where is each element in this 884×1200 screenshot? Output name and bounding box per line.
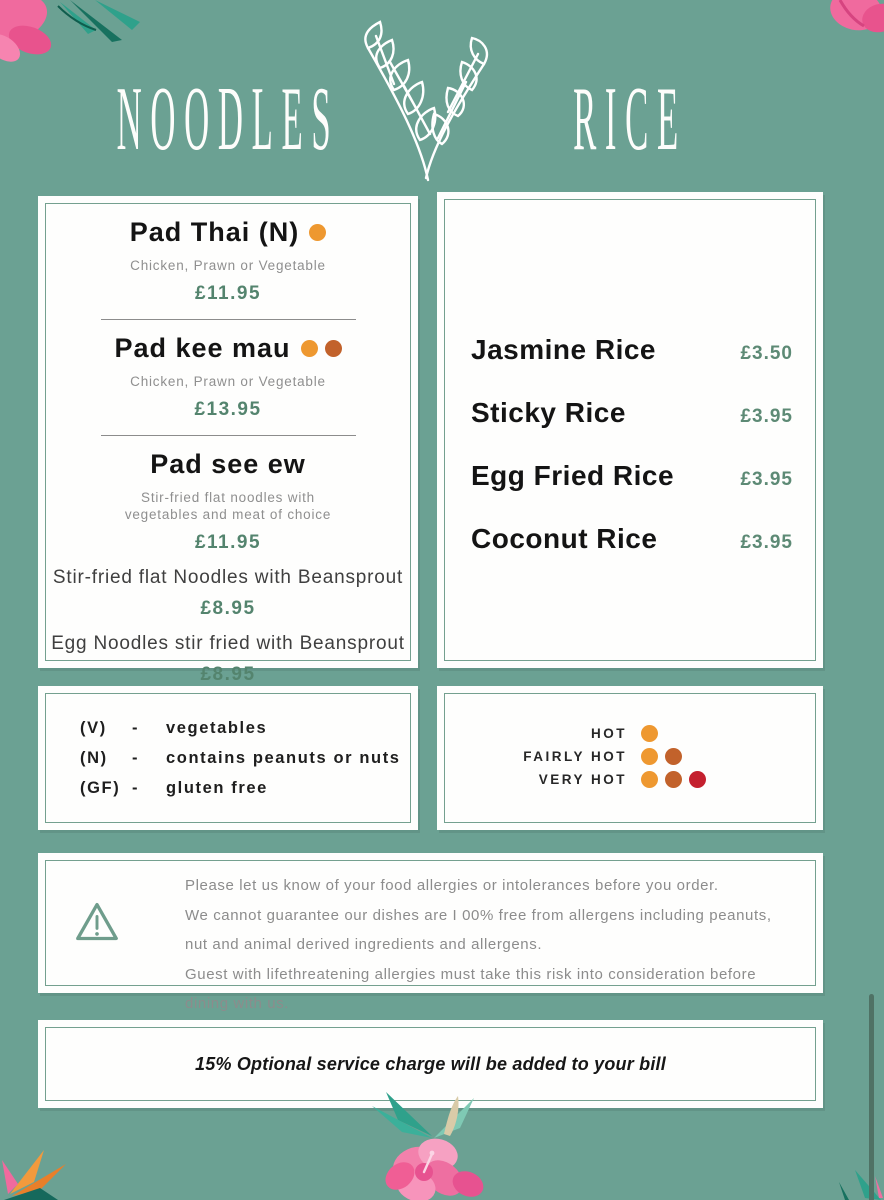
menu-item-pad-kee-mau xyxy=(38,333,418,421)
heat-dots xyxy=(641,748,682,765)
dish-description: Stir-fried flat noodles with vegetables and meat of choice xyxy=(124,490,332,522)
heat-scale-panel xyxy=(437,686,823,830)
heat-row-hot xyxy=(437,725,823,742)
dish-name: Pad Thai (N) xyxy=(129,217,300,247)
heat-label: HOT xyxy=(591,726,627,741)
legend-label: vegetables xyxy=(166,719,268,737)
heat-dots xyxy=(301,340,342,357)
heat-dot xyxy=(309,224,326,241)
heat-dot xyxy=(325,340,342,357)
legend-dash: - xyxy=(132,779,140,797)
divider xyxy=(101,435,356,436)
bird-of-paradise-flower-bottom-left xyxy=(0,1142,72,1200)
heat-dot xyxy=(641,725,658,742)
legend-dash: - xyxy=(132,749,140,767)
allergy-line: nut and animal derived ingredients and allergens. xyxy=(185,936,543,953)
rice-panel xyxy=(437,192,823,668)
legend-dash: - xyxy=(132,719,140,737)
menu-item-pad-see-ew xyxy=(38,449,418,554)
menu-item-egg-noodles xyxy=(38,633,418,686)
allergy-line: Please let us know of your food allergies or intolerances before you order. xyxy=(185,877,719,894)
legend-row-gluten-free xyxy=(80,779,418,798)
heat-label: FAIRLY HOT xyxy=(523,749,627,764)
allergy-notice-panel xyxy=(38,853,823,1012)
dish-price: £3.95 xyxy=(740,532,793,553)
pink-flower-top-right xyxy=(810,0,884,58)
legend-code: (GF) xyxy=(80,779,121,797)
heat-dot xyxy=(641,748,658,765)
symbols-legend-panel xyxy=(38,686,418,830)
legend-code: (N) xyxy=(80,749,108,767)
menu-item-pad-thai xyxy=(38,217,418,305)
dish-name: Stir-fried flat Noodles with Beansprout xyxy=(52,567,404,588)
allergy-line: We cannot guarantee our dishes are I 00% free from allergens including peanuts, xyxy=(185,906,772,924)
service-charge-text: 15% Optional service charge will be added to your bill xyxy=(195,1053,666,1074)
heat-row-very-hot xyxy=(437,771,823,788)
page-fold-line xyxy=(869,994,874,1200)
divider xyxy=(101,319,356,320)
allergy-notice-text xyxy=(185,871,772,1019)
heat-dot xyxy=(301,340,318,357)
legend-code: (V) xyxy=(80,719,107,737)
dish-description: Chicken, Prawn or Vegetable xyxy=(130,374,326,389)
noodles-panel xyxy=(38,196,418,685)
dish-name: Jasmine Rice xyxy=(471,334,656,365)
menu-item-egg-fried-rice xyxy=(471,460,793,492)
warning-triangle-icon xyxy=(75,899,119,945)
legend-label: contains peanuts or nuts xyxy=(166,749,401,767)
dish-name: Pad see ew xyxy=(150,449,306,479)
dish-price: £3.95 xyxy=(740,469,793,490)
allergy-line: Guest with lifethreatening allergies must take this risk into consideration before xyxy=(185,965,757,983)
menu-item-sticky-rice xyxy=(471,397,793,429)
dish-name: Pad kee mau xyxy=(114,333,291,363)
dish-description: Chicken, Prawn or Vegetable xyxy=(130,258,326,273)
menu-item-stir-fried-flat-noodles xyxy=(38,567,418,620)
heat-dots xyxy=(641,771,706,788)
dish-price: £3.95 xyxy=(740,406,793,427)
menu-item-jasmine-rice xyxy=(471,334,793,366)
heat-dots xyxy=(309,224,326,241)
dish-price: £8.95 xyxy=(200,598,256,619)
heat-row-fairly-hot xyxy=(437,748,823,765)
leaf-tips-bottom-right xyxy=(835,1168,884,1200)
legend-label: gluten free xyxy=(166,779,268,797)
laurel-branches-icon xyxy=(350,20,500,185)
dish-price: £8.95 xyxy=(200,664,256,685)
dish-name: Egg Noodles stir fried with Beansprout xyxy=(51,633,405,654)
dish-name: Egg Fried Rice xyxy=(471,460,675,491)
legend-row-nuts xyxy=(80,749,418,768)
dish-price: £11.95 xyxy=(194,532,262,553)
legend-row-vegetables xyxy=(80,719,418,738)
noodles-title: NOODLES xyxy=(116,69,340,171)
dish-price: £3.50 xyxy=(740,343,793,364)
heat-dot xyxy=(641,771,658,788)
service-charge-panel xyxy=(38,1020,823,1108)
menu-item-coconut-rice xyxy=(471,523,793,555)
heat-label: VERY HOT xyxy=(538,772,627,787)
heat-dot xyxy=(665,748,682,765)
dish-name: Coconut Rice xyxy=(471,523,658,554)
dish-price: £13.95 xyxy=(194,399,262,420)
heat-dot xyxy=(665,771,682,788)
dish-price: £11.95 xyxy=(194,283,262,304)
heat-dot xyxy=(689,771,706,788)
rice-title: RICE xyxy=(573,69,687,171)
dish-name: Sticky Rice xyxy=(471,397,626,428)
heat-dots xyxy=(641,725,658,742)
allergy-line: dining with us. xyxy=(185,995,290,1012)
